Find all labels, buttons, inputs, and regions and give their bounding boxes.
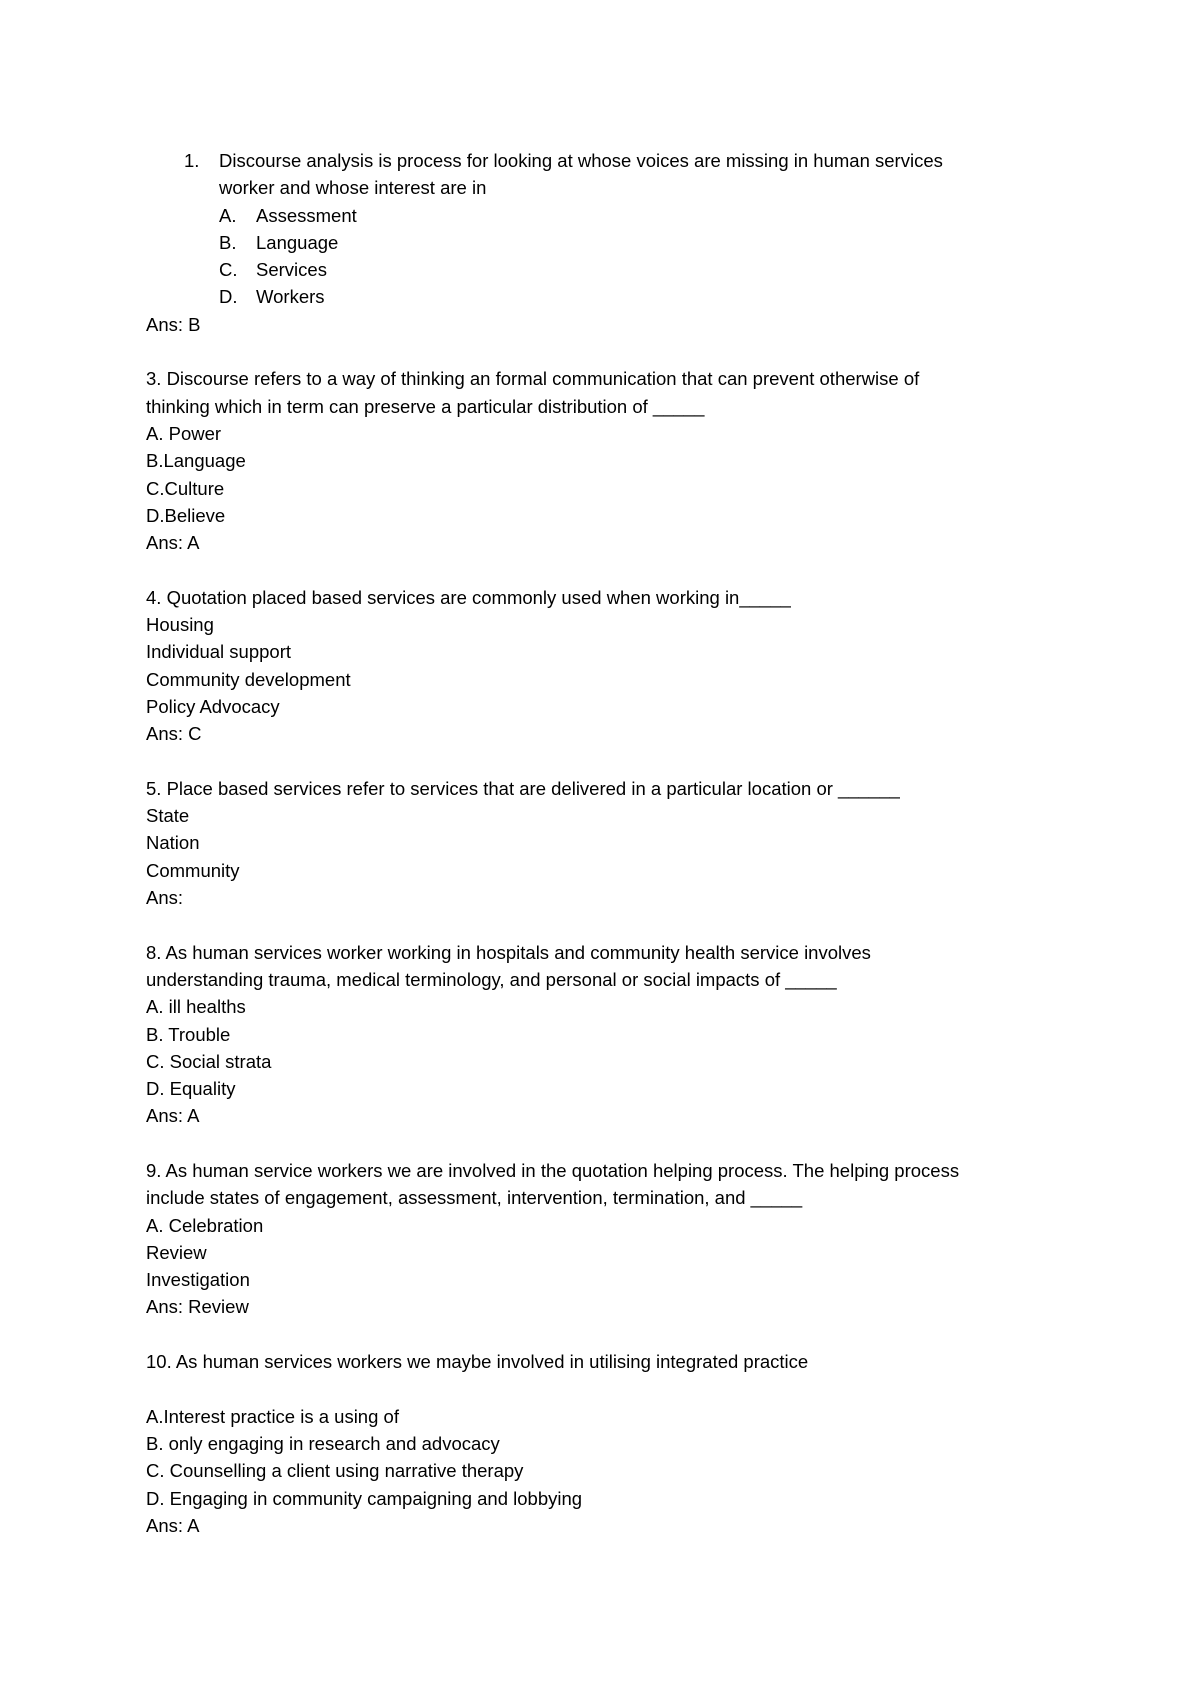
spacer	[146, 338, 1086, 365]
spacer	[146, 1321, 1086, 1348]
question-4-option-2: Individual support	[146, 641, 292, 663]
question-1-number: 1.	[184, 150, 200, 171]
option-letter: B.	[219, 231, 237, 253]
question-8-line-1: 8. As human services worker working in hospitals and community health service involves	[146, 941, 871, 963]
question-9-line-1: 9. As human service workers we are involved in the quotation helping process. The helping process	[146, 1159, 960, 1181]
question-5-option-1: State	[146, 805, 190, 827]
document-content	[146, 147, 1086, 1539]
question-5-answer: Ans:	[146, 887, 184, 909]
question-4-line-1: 4. Quotation placed based services are commonly used when working in_____	[146, 586, 791, 608]
question-3-option-a: A. Power	[146, 422, 222, 444]
spacer	[146, 1375, 1086, 1402]
option-letter: D.	[219, 286, 238, 308]
question-9-line-2: include states of engagement, assessment, intervention, termination, and _____	[146, 1187, 803, 1209]
question-9-option-3: Investigation	[146, 1269, 250, 1291]
question-9-answer: Ans: Review	[146, 1296, 249, 1318]
question-10-line-1: 10. As human services workers we maybe involved in utilising integrated practice	[146, 1351, 809, 1373]
question-3-line-2: thinking which in term can preserve a particular distribution of _____	[146, 395, 705, 417]
question-3-line-1: 3. Discourse refers to a way of thinking an formal communication that can prevent otherwise of	[146, 368, 920, 390]
question-10-answer: Ans: A	[146, 1514, 200, 1536]
question-4-option-1: Housing	[146, 614, 214, 636]
option-text: Workers	[256, 286, 325, 308]
question-3-option-c: C.Culture	[146, 477, 225, 499]
question-1-option-c	[146, 256, 1086, 283]
question-4-option-4: Policy Advocacy	[146, 695, 280, 717]
question-10-option-c: C. Counselling a client using narrative therapy	[146, 1460, 524, 1482]
question-1-option-b	[146, 229, 1086, 256]
question-9-option-a: A. Celebration	[146, 1214, 264, 1236]
question-3-option-b: B.Language	[146, 450, 246, 472]
option-text: Assessment	[256, 204, 357, 226]
question-4-option-3: Community development	[146, 668, 351, 690]
spacer	[146, 556, 1086, 583]
question-10-option-a: A.Interest practice is a using of	[146, 1405, 399, 1427]
spacer	[146, 911, 1086, 938]
option-text: Language	[256, 231, 339, 253]
option-letter: C.	[219, 259, 238, 281]
question-8-line-2: understanding trauma, medical terminology, and personal or social impacts of _____	[146, 968, 837, 990]
spacer	[146, 748, 1086, 775]
question-8-option-a: A. ill healths	[146, 996, 246, 1018]
question-10-option-b: B. only engaging in research and advocacy	[146, 1432, 500, 1454]
option-text: Services	[256, 259, 327, 281]
question-5-option-3: Community	[146, 859, 240, 881]
spacer	[146, 1130, 1086, 1157]
question-1-line-2: worker and whose interest are in	[219, 177, 487, 199]
question-5-option-2: Nation	[146, 832, 200, 854]
question-8-option-d: D. Equality	[146, 1078, 236, 1100]
question-3-answer: Ans: A	[146, 532, 200, 554]
question-9-option-2: Review	[146, 1241, 207, 1263]
question-4-answer: Ans: C	[146, 723, 202, 745]
question-1-option-d	[146, 283, 1086, 310]
question-5-line-1: 5. Place based services refer to services that are delivered in a particular location or ______	[146, 777, 900, 799]
question-3-option-d: D.Believe	[146, 504, 226, 526]
question-8-option-c: C. Social strata	[146, 1050, 272, 1072]
question-1-answer: Ans: B	[146, 313, 201, 335]
question-10-option-d: D. Engaging in community campaigning and lobbying	[146, 1487, 583, 1509]
question-1-line-1	[146, 147, 1086, 174]
question-8-option-b: B. Trouble	[146, 1023, 231, 1045]
question-1-text: Discourse analysis is process for looking at whose voices are missing in human services	[219, 150, 943, 171]
question-1-option-a	[146, 202, 1086, 229]
option-letter: A.	[219, 204, 237, 226]
question-8-answer: Ans: A	[146, 1105, 200, 1127]
